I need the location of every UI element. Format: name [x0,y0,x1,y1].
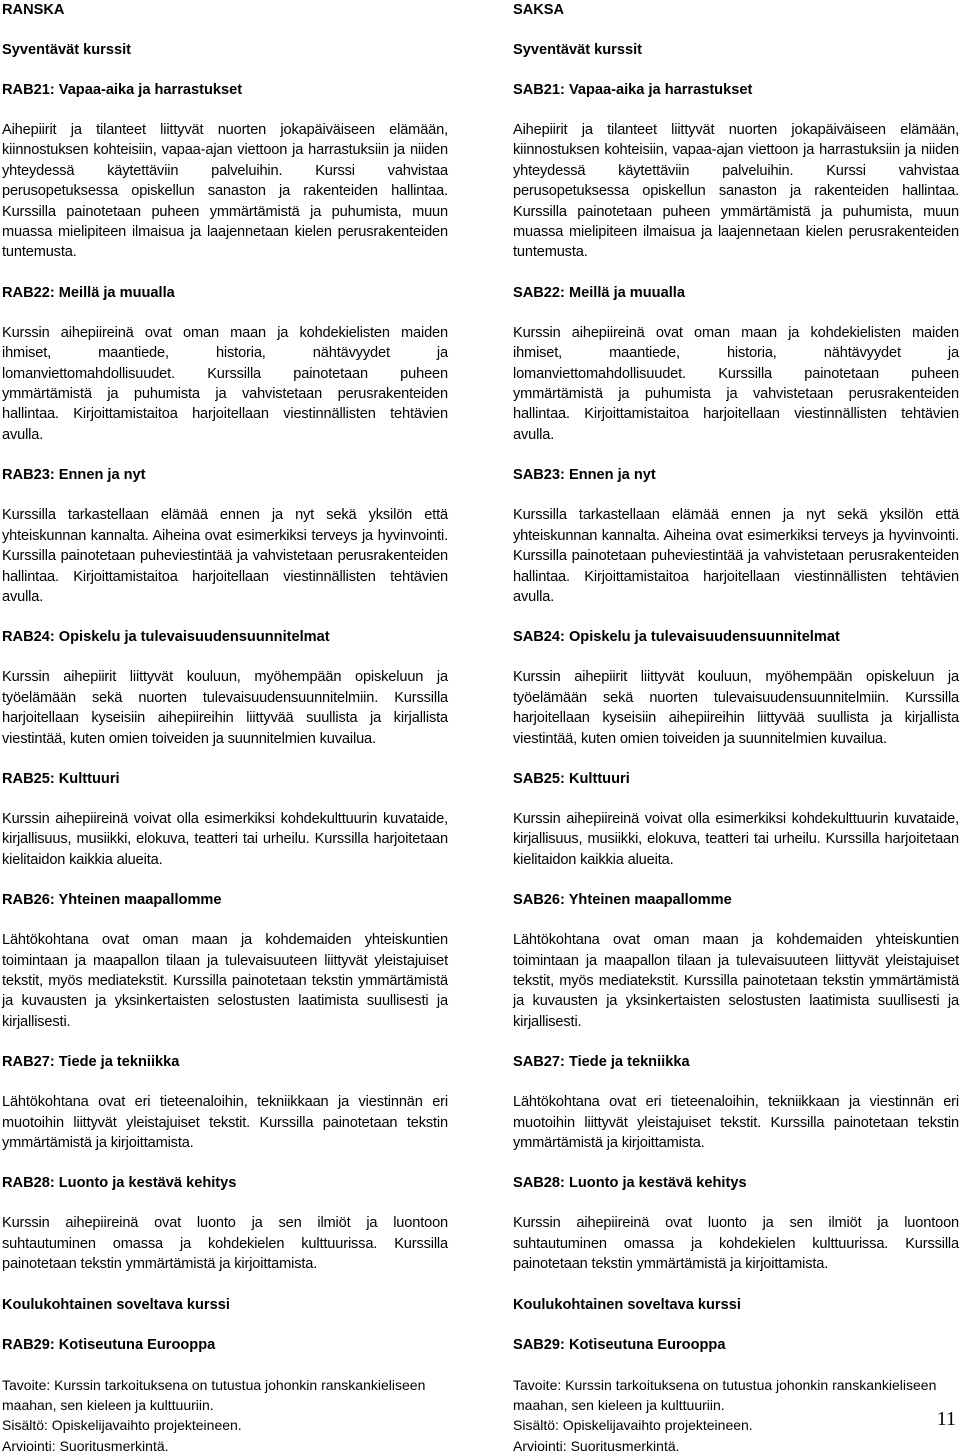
subject-heading: RANSKA [2,2,65,18]
school-course-heading: Koulukohtainen soveltava kurssi [513,1296,741,1313]
subject-heading: SAKSA [513,2,565,18]
course-description: Kurssin aihepiireinä voivat olla esimerkiksi kohdekulttuurin kuvataide, kirjallisuus, musiikki, elokuva, teatteri tai urheilu. Kurssilla harjoitetaan kielitaidon kaikkia alueita. [513,810,959,868]
right-column-saksa [513,0,959,1456]
course-title: RAB24: Opiskelu ja tulevaisuudensuunnitelmat [2,629,330,646]
course-title: SAB22: Meillä ja muualla [513,284,685,301]
course-title: SAB26: Yhteinen maapallomme [513,892,732,909]
course-title: RAB22: Meillä ja muualla [2,284,175,301]
special-course-details [2,1375,448,1456]
course-description: Kurssin aihepiirit liittyvät kouluun, myöhempään opiskeluun ja työelämään sekä nuorten tulevaisuudensuunnitelmiin. Kurssilla harjoitellaan kyseisiin aihepiireihin liittyvää suullista ja kirjallista viestintää, kuten omien toiveiden ja suunnitelmien kuvailua. [513,669,959,747]
level-heading: Syventävät kurssit [513,42,642,58]
course-title: RAB29: Kotiseutuna Eurooppa [2,1336,216,1353]
page-number: 11 [936,1408,956,1430]
course-title: RAB26: Yhteinen maapallomme [2,892,222,909]
course-title: RAB25: Kulttuuri [2,770,120,787]
course-description: Lähtökohtana ovat oman maan ja kohdemaiden yhteiskuntien toimintaan ja maapallon tilaan ja tulevaisuuteen liittyvät yleistajuiset tekstit, myös mediatekstit. Kurssilla painotetaan tekstin ymmärtämistä ja kuvausten ja yksinkertaisten selostusten laatimista suullisesti ja kirjallisesti. [513,932,959,1030]
course-title: RAB28: Luonto ja kestävä kehitys [2,1175,237,1192]
course-assessment: Arviointi: Suoritusmerkintä. [513,1437,680,1454]
course-description: Lähtökohtana ovat eri tieteenaloihin, tekniikkaan ja viestinnän eri muotoihin liittyvät yleistajuiset tekstit. Kurssilla painotetaan tekstin ymmärtämistä ja kirjoittamista. [513,1094,959,1151]
course-goal: Tavoite: Kurssin tarkoituksena on tutustua johonkin ranskankieliseen maahan, sen kieleen ja kulttuuriin. [513,1376,937,1414]
course-goal: Tavoite: Kurssin tarkoituksena on tutustua johonkin ranskankieliseen maahan, sen kieleen ja kulttuuriin. [2,1376,426,1414]
course-description: Kurssin aihepiirit liittyvät kouluun, myöhempään opiskeluun ja työelämään sekä nuorten tulevaisuudensuunnitelmiin. Kurssilla harjoitellaan kyseisiin aihepiireihin liittyvää suullista ja kirjallista viestintää, kuten omien toiveiden ja suunnitelmien kuvailua. [2,669,448,747]
special-course-details [513,1375,959,1456]
course-title: SAB21: Vapaa-aika ja harrastukset [513,82,753,98]
course-description: Lähtökohtana ovat eri tieteenaloihin, tekniikkaan ja viestinnän eri muotoihin liittyvät yleistajuiset tekstit. Kurssilla painotetaan tekstin ymmärtämistä ja kirjoittamista. [2,1094,448,1151]
left-column-ranska [2,0,448,1456]
course-assessment: Arviointi: Suoritusmerkintä. [2,1437,169,1454]
course-title: RAB21: Vapaa-aika ja harrastukset [2,82,243,98]
course-description: Kurssin aihepiireinä ovat luonto ja sen ilmiöt ja luontoon suhtautuminen omassa ja kohdekielen kulttuurissa. Kurssilla painotetaan tekstin ymmärtämistä ja kirjoittamista. [2,1215,448,1273]
course-title: SAB24: Opiskelu ja tulevaisuudensuunnitelmat [513,629,840,646]
course-description: Kurssin aihepiireinä ovat oman maan ja kohdekielisten maiden ihmiset, maantiede, historia, nähtävyydet ja lomanviettomahdollisuudet. Kurssilla painotetaan puheen ymmärtämistä ja puhumista ja vahvistetaan perusrakenteiden hallintaa. Kirjoittamistaitoa harjoitellaan viestinnällisten tehtävien avulla. [2,324,448,443]
course-title: RAB27: Tiede ja tekniikka [2,1054,180,1071]
course-description: Kurssilla tarkastellaan elämää ennen ja nyt sekä yksilön että yhteiskunnan kannalta. Aiheina ovat esimerkiksi terveys ja hyvinvointi. Kurssilla painotetaan puheviestintää ja vahvistetaan perusrakenteiden hallintaa. Kirjoittamistaitoa harjoitellaan viestinnällisten tehtävien avulla. [513,507,959,605]
school-course-heading: Koulukohtainen soveltava kurssi [2,1296,230,1313]
course-description: Kurssin aihepiireinä voivat olla esimerkiksi kohdekulttuurin kuvataide, kirjallisuus, musiikki, elokuva, teatteri tai urheilu. Kurssilla harjoitetaan kielitaidon kaikkia alueita. [2,810,448,868]
course-description: Aihepiirit ja tilanteet liittyvät nuorten jokapäiväiseen elämään, kiinnostuksen kohteisiin, vapaa-ajan viettoon ja harrastuksiin ja niiden yhteydessä käytettäviin palveluihin. Kurssi vahvistaa perusopetuksessa opiskellun sanaston ja rakenteiden hallintaa. Kurssilla painotetaan puheen ymmärtämistä ja puhumista, muun muassa mielipiteen ilmaisua ja laajennetaan kielen perusrakenteiden tuntemusta. [513,122,959,261]
course-title: SAB29: Kotiseutuna Eurooppa [513,1336,726,1353]
course-description: Kurssilla tarkastellaan elämää ennen ja nyt sekä yksilön että yhteiskunnan kannalta. Aiheina ovat esimerkiksi terveys ja hyvinvointi. Kurssilla painotetaan puheviestintää ja vahvistetaan perusrakenteiden hallintaa. Kirjoittamistaitoa harjoitellaan viestinnällisten tehtävien avulla. [2,507,448,605]
course-content: Sisältö: Opiskelijavaihto projekteineen. [513,1417,753,1434]
course-description: Kurssin aihepiireinä ovat luonto ja sen ilmiöt ja luontoon suhtautuminen omassa ja kohdekielen kulttuurissa. Kurssilla painotetaan tekstin ymmärtämistä ja kirjoittamista. [513,1215,959,1273]
course-title: SAB25: Kulttuuri [513,770,630,787]
course-title: SAB23: Ennen ja nyt [513,467,656,484]
course-title: SAB28: Luonto ja kestävä kehitys [513,1175,747,1192]
course-description: Aihepiirit ja tilanteet liittyvät nuorten jokapäiväiseen elämään, kiinnostuksen kohteisiin, vapaa-ajan viettoon ja harrastuksiin ja niiden yhteydessä käytettäviin palveluihin. Kurssi vahvistaa perusopetuksessa opiskellun sanaston ja rakenteiden hallintaa. Kurssilla painotetaan puheen ymmärtämistä ja puhumista, muun muassa mielipiteen ilmaisua ja laajennetaan kielen perusrakenteiden tuntemusta. [2,122,448,261]
course-description: Lähtökohtana ovat oman maan ja kohdemaiden yhteiskuntien toimintaan ja maapallon tilaan ja tulevaisuuteen liittyvät yleistajuiset tekstit, myös mediatekstit. Kurssilla painotetaan tekstin ymmärtämistä ja kuvausten ja yksinkertaisten selostusten laatimista suullisesti ja kirjallisesti. [2,932,448,1030]
course-description: Kurssin aihepiireinä ovat oman maan ja kohdekielisten maiden ihmiset, maantiede, historia, nähtävyydet ja lomanviettomahdollisuudet. Kurssilla painotetaan puheen ymmärtämistä ja puhumista ja vahvistetaan perusrakenteiden hallintaa. Kirjoittamistaitoa harjoitellaan viestinnällisten tehtävien avulla. [513,324,959,443]
course-title: SAB27: Tiede ja tekniikka [513,1054,690,1071]
course-content: Sisältö: Opiskelijavaihto projekteineen. [2,1417,242,1434]
course-title: RAB23: Ennen ja nyt [2,467,146,484]
level-heading: Syventävät kurssit [2,42,131,58]
